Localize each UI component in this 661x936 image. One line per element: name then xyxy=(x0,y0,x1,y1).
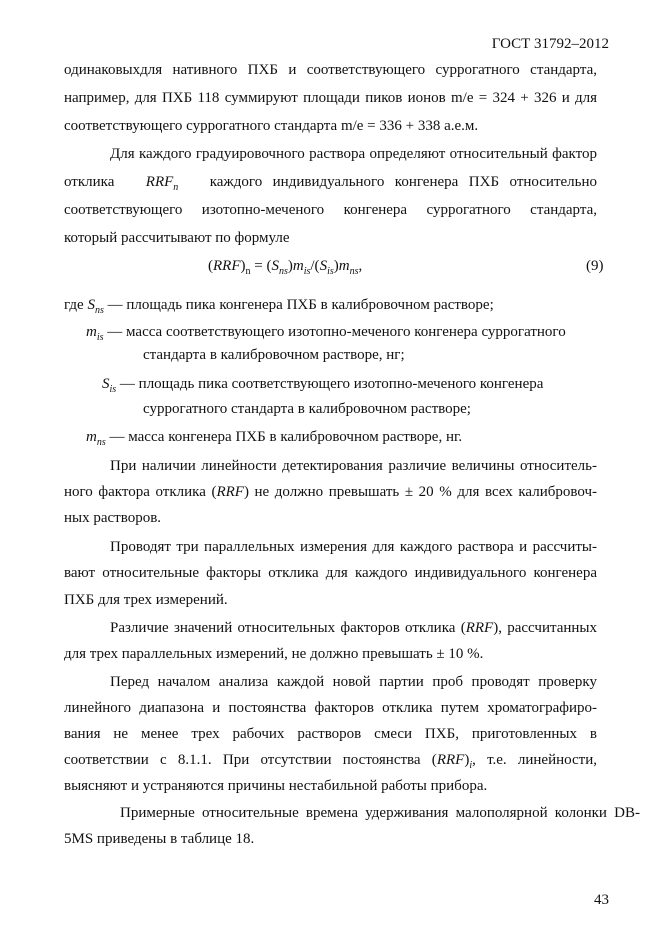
text-line: например, для ПХБ 118 суммируют площади пиков ионов m/e = 324 + 326 и для xyxy=(64,90,597,106)
where-line-sis: $S_{is}$ — площадь пика соответствующего изотопно-меченого конгенера xyxy=(102,376,544,395)
where-line-sns: где $S_{ns}$ — площадь пика конгенера ПХБ в калибровочном растворе; xyxy=(64,297,494,316)
text-line: Различие значений относительных факторов отклика (RRF), рассчитанных xyxy=(110,620,597,636)
text-line: Для каждого градуировочного раствора определяют относительный фактор xyxy=(110,146,597,162)
text-line: 5MS приведены в таблице 18. xyxy=(64,831,255,847)
text-line: линейного диапазона и постоянства факторов отклика путем хроматографиро- xyxy=(64,700,597,716)
text-line: вают относительные факторы отклика для каждого индивидуального конгенера xyxy=(64,565,597,581)
text-line: соответствующего суррогатного стандарта m/e = 336 + 338 а.е.м. xyxy=(64,118,479,134)
page-number: 43 xyxy=(594,892,609,908)
text-line: выясняют и устраняются причины нестабильной работы прибора. xyxy=(64,778,488,794)
text-line: который рассчитывают по формуле xyxy=(64,230,290,246)
where-line-mns: $m_{ns}$ — масса конгенера ПХБ в калибровочном растворе, нг. xyxy=(86,429,463,448)
formula-rrf: $(RRF)_n = (S_{ns})m_{is}/(S_{is})m_{ns}$, xyxy=(208,258,363,277)
text-line: ных растворов. xyxy=(64,510,162,526)
text-line: соответствующего изотопно-меченого конгенера суррогатного стандарта, xyxy=(64,202,597,218)
where-line-sis-cont: суррогатного стандарта в калибровочном растворе; xyxy=(143,401,471,417)
text-line: для трех параллельных измерений, не должно превышать ± 10 %. xyxy=(64,646,484,662)
text-line: Проводят три параллельных измерения для каждого раствора и рассчиты- xyxy=(110,539,597,555)
text-line: Примерные относительные времена удерживания малополярной колонки DB- xyxy=(120,805,640,821)
text-line: ПХБ для трех измерений. xyxy=(64,592,228,608)
where-line-mis: $m_{is}$ — масса соответствующего изотопно-меченого конгенера суррогатного xyxy=(86,324,566,343)
where-line-mis-cont: стандарта в калибровочном растворе, нг; xyxy=(143,347,405,363)
text-line: ного фактора отклика (RRF) не должно превышать ± 20 % для всех калибровоч- xyxy=(64,484,597,500)
formula-number: (9) xyxy=(586,258,604,274)
text-line: одинаковыхдля нативного ПХБ и соответствующего суррогатного стандарта, xyxy=(64,62,597,78)
text-line: При наличии линейности детектирования различие величины относитель- xyxy=(110,458,597,474)
text-line: отклика $RRF_n$ каждого индивидуального конгенера ПХБ относительно xyxy=(64,174,598,193)
text-line: соответствии с 8.1.1. При отсутствии постоянства $(RRF)_i$, т.е. линейности, xyxy=(64,752,598,771)
document-header: ГОСТ 31792–2012 xyxy=(491,36,609,52)
text-line: вания не менее трех рабочих растворов смеси ПХБ, приготовленных в xyxy=(64,726,597,742)
text-line: Перед началом анализа каждой новой партии проб проводят проверку xyxy=(110,674,597,690)
